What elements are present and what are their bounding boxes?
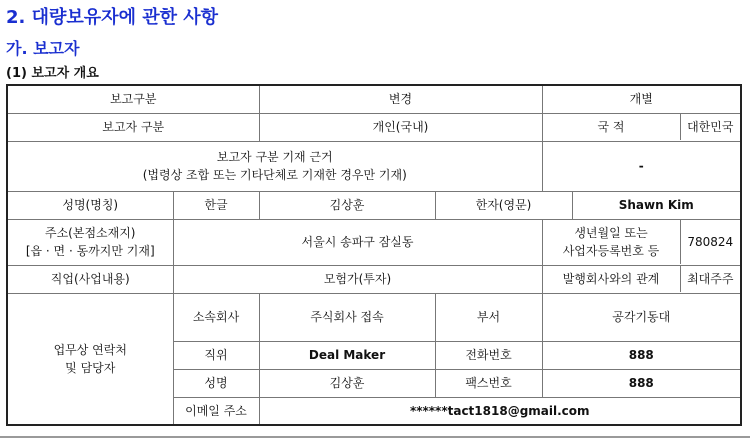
relation-label: 발행회사와의 관계 bbox=[543, 266, 681, 292]
dept-label: 부서 bbox=[435, 293, 542, 341]
sub-subsection-title: (1) 보고자 개요 bbox=[6, 66, 99, 81]
table-row bbox=[7, 265, 741, 293]
nationality-label: 국 적 bbox=[543, 114, 681, 140]
email-label: 이메일 주소 bbox=[173, 397, 259, 425]
address-value: 서울시 송파구 잠실동 bbox=[173, 219, 542, 265]
basis-label-line1: 보고자 구분 기재 근거 bbox=[216, 150, 333, 164]
table-row bbox=[7, 293, 741, 341]
korean-name: 김상훈 bbox=[259, 191, 435, 219]
relation-cell bbox=[542, 265, 741, 293]
birth-label-line1: 생년월일 또는 bbox=[574, 226, 648, 240]
table-row bbox=[7, 219, 741, 265]
report-type-individual: 개별 bbox=[542, 85, 741, 113]
address-label-line2: [읍 · 면 · 동까지만 기재] bbox=[25, 244, 155, 258]
address-label bbox=[7, 219, 173, 265]
reporter-type-value: 개인(국내) bbox=[259, 113, 542, 141]
fax-label: 팩스번호 bbox=[435, 369, 542, 397]
report-type-label: 보고구분 bbox=[7, 85, 259, 113]
email-value: ******tact1818@gmail.com bbox=[259, 397, 741, 425]
subsection-title: 가. 보고자 bbox=[6, 39, 80, 58]
korean-label: 한글 bbox=[173, 191, 259, 219]
english-name: Shawn Kim bbox=[572, 191, 741, 219]
nationality-cell bbox=[542, 113, 741, 141]
occupation-label: 직업(사업내용) bbox=[7, 265, 173, 293]
phone-label: 전화번호 bbox=[435, 341, 542, 369]
contact-label bbox=[7, 293, 173, 425]
table-row bbox=[7, 141, 741, 191]
company-value: 주식회사 접속 bbox=[259, 293, 435, 341]
position-value: Deal Maker bbox=[259, 341, 435, 369]
reporter-overview-table bbox=[6, 84, 742, 426]
basis-value: - bbox=[542, 141, 741, 191]
contact-label-line2: 및 담당자 bbox=[65, 360, 116, 375]
basis-label-line2: (법령상 조합 또는 기타단체로 기재한 경우만 기재) bbox=[142, 168, 407, 182]
person-value: 김상훈 bbox=[259, 369, 435, 397]
nationality-value: 대한민국 bbox=[687, 120, 734, 134]
birth-cell bbox=[542, 219, 741, 265]
relation-value: 최대주주 bbox=[687, 272, 734, 286]
table-row bbox=[7, 113, 741, 141]
person-label: 성명 bbox=[173, 369, 259, 397]
report-type-change: 변경 bbox=[259, 85, 542, 113]
table-row bbox=[7, 191, 741, 219]
name-label: 성명(명칭) bbox=[7, 191, 173, 219]
company-label: 소속회사 bbox=[173, 293, 259, 341]
reporter-type-label: 보고자 구분 bbox=[7, 113, 259, 141]
section-title: 2. 대량보유자에 관한 사항 bbox=[6, 7, 219, 28]
fax-value: 888 bbox=[542, 369, 741, 397]
contact-label-line1: 업무상 연락처 bbox=[53, 342, 127, 357]
table-row bbox=[7, 85, 741, 113]
hanja-label: 한자(영문) bbox=[435, 191, 572, 219]
birth-label bbox=[543, 220, 681, 264]
address-label-line1: 주소(본점소재지) bbox=[44, 226, 136, 240]
position-label: 직위 bbox=[173, 341, 259, 369]
basis-label bbox=[7, 141, 542, 191]
occupation-value: 모험가(투자) bbox=[173, 265, 542, 293]
dept-value: 공각기동대 bbox=[542, 293, 741, 341]
phone-value: 888 bbox=[542, 341, 741, 369]
birth-label-line2: 사업자등록번호 등 bbox=[562, 244, 660, 258]
birth-value: 780824 bbox=[687, 235, 734, 249]
